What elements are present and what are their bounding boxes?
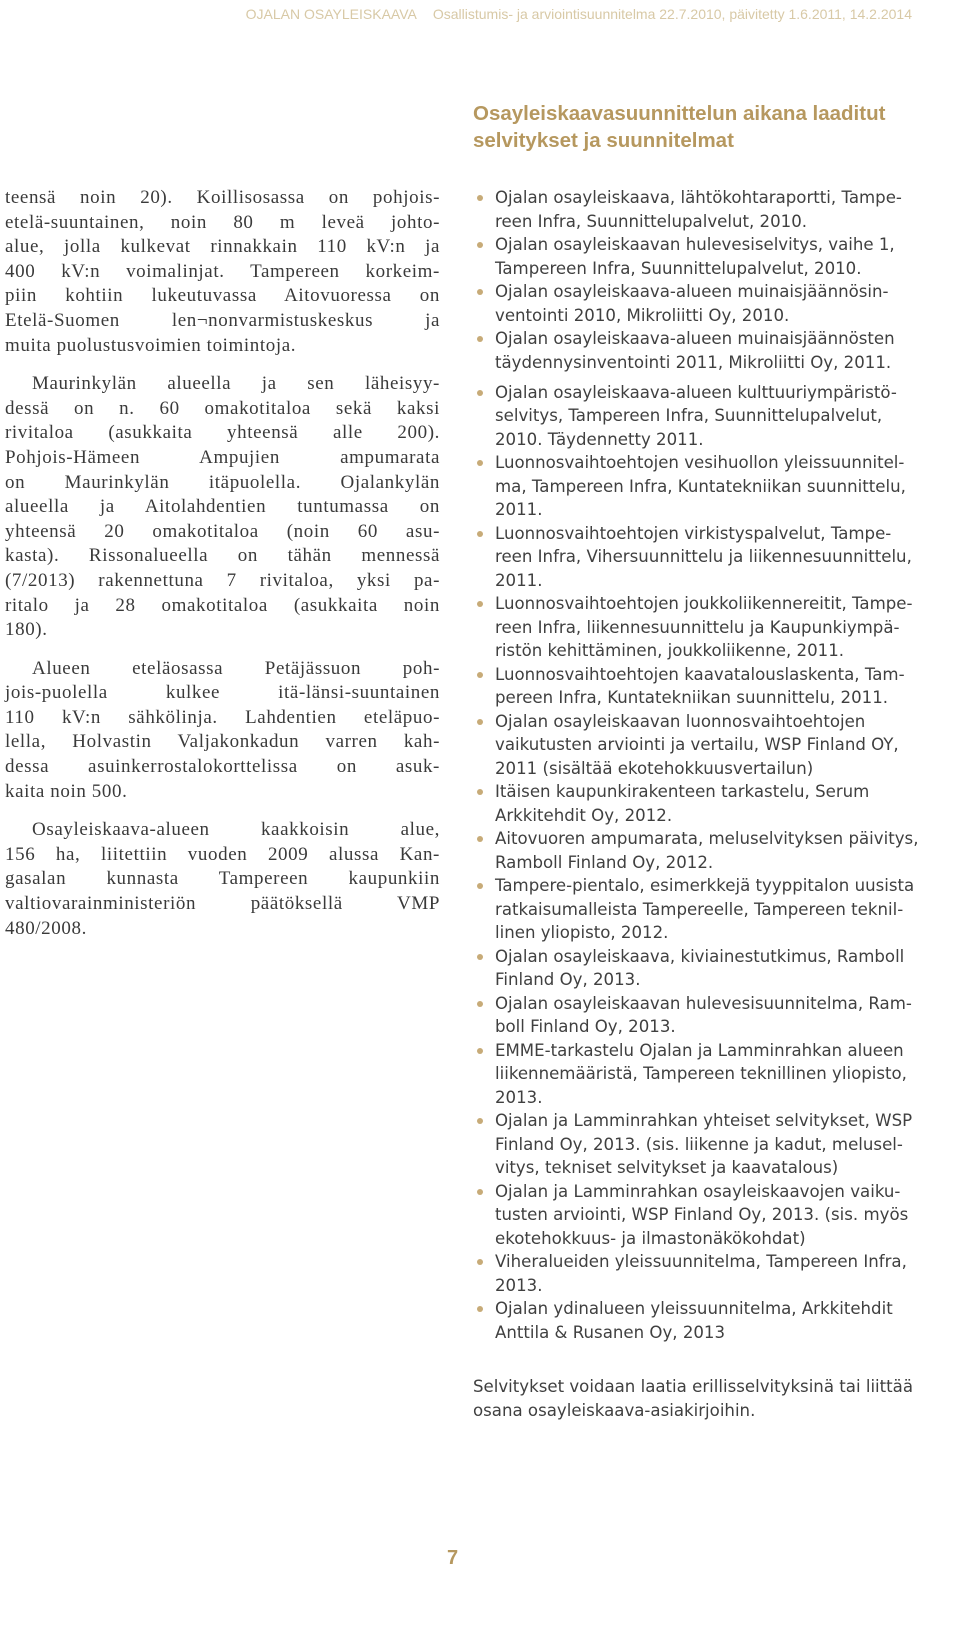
studies-item-line: Itäisen kaupunkirakenteen tarkastelu, Serum: [495, 782, 870, 801]
studies-item-line: reen Infra, Vihersuunnittelu ja liikennesuunnittelu,: [495, 547, 912, 566]
studies-list-item: [473, 945, 943, 992]
body-text-line: Etelä-Suomen len¬nonvarmistuskeskus ja: [5, 309, 440, 331]
body-text-line: yhteensä 20 omakotitaloa (noin 60 asu-: [5, 520, 440, 542]
body-text-line: alueella ja Aitolahdentien tuntumassa on: [5, 496, 440, 518]
studies-item-line: reen Infra, liikennesuunnittelu ja Kaupunkiympä-: [495, 617, 900, 637]
running-header-subtitle: Osallistumis- ja arviointisuunnitelma 22.7.2010, päivitetty 1.6.2011, 14.2.2014: [432, 6, 912, 22]
studies-list-item: [473, 522, 943, 593]
bullet-dot-icon: [477, 1048, 483, 1054]
studies-list-item: [473, 827, 943, 874]
bullet-dot-icon: [477, 195, 483, 201]
body-text-line: 110 kV:n sähkölinja. Lahdentien eteläpuo-: [5, 706, 440, 728]
studies-item-line: vaikutusten arviointi ja vertailu, WSP Finland OY,: [495, 735, 899, 754]
bullet-dot-icon: [477, 954, 483, 960]
studies-item-line: Luonnosvaihtoehtojen vesihuollon yleissuunnitel-: [495, 453, 905, 472]
body-text-line: piin kohtiin lukeutuvassa Aitovuoressa on: [5, 285, 440, 307]
studies-list-item: [473, 451, 943, 522]
studies-item-line: tusten arviointi, WSP Finland Oy, 2013. (sis. myös: [495, 1205, 909, 1224]
studies-item-line: Luonnosvaihtoehtojen kaavatalouslaskenta, Tam-: [495, 664, 905, 684]
bullet-dot-icon: [477, 836, 483, 842]
studies-item-line: täydennysinventointi 2011, Mikroliitti Oy, 2011.: [495, 352, 892, 372]
bullet-dot-icon: [477, 336, 483, 342]
studies-list: [473, 186, 943, 1344]
studies-item-line: pereen Infra, Kuntatekniikan suunnittelu, 2011.: [495, 688, 889, 707]
bullet-dot-icon: [477, 1259, 483, 1265]
bullet-dot-icon: [477, 1306, 483, 1312]
body-paragraph: [5, 372, 440, 643]
bullet-dot-icon: [477, 390, 483, 396]
studies-item-line: EMME-tarkastelu Ojalan ja Lamminrahkan alueen: [495, 1040, 904, 1060]
studies-item-line: ventointi 2010, Mikroliitti Oy, 2010.: [495, 305, 790, 325]
body-text-line: Osayleiskaava-alueen kaakkoisin alue,: [32, 819, 440, 841]
studies-item-line: reen Infra, Suunnittelupalvelut, 2010.: [495, 211, 808, 231]
studies-item-line: 2011.: [495, 570, 543, 590]
section-heading-line: selvitykset ja suunnitelmat: [473, 129, 734, 152]
bullet-dot-icon: [477, 719, 483, 725]
body-text-line: dessä on n. 60 omakotitaloa sekä kaksi: [5, 397, 440, 419]
studies-item-line: Finland Oy, 2013.: [495, 970, 641, 989]
body-text-line: kasta). Rissonalueella on tähän mennessä: [5, 545, 440, 567]
bullet-dot-icon: [477, 242, 483, 248]
studies-item-line: Ramboll Finland Oy, 2012.: [495, 852, 714, 872]
bullet-dot-icon: [477, 1118, 483, 1124]
studies-item-line: Ojalan osayleiskaava-alueen muinaisjäännösten: [495, 329, 895, 348]
body-text-line: 480/2008.: [5, 917, 87, 939]
body-text-line: valtiovarainministeriön päätöksellä VMP: [5, 893, 440, 915]
studies-item-line: ma, Tampereen Infra, Kuntatekniikan suunnittelu,: [495, 476, 906, 496]
body-text-line: ritalo ja 28 omakotitaloa (asukkaita noin: [5, 594, 440, 616]
body-text-line: rivitaloa (asukkaita yhteensä alle 200).: [5, 422, 440, 444]
studies-item-line: Ojalan osayleiskaavan hulevesiselvitys, vaihe 1,: [495, 235, 895, 254]
studies-item-line: Ojalan osayleiskaava, lähtökohtaraportti, Tampe-: [495, 188, 902, 207]
bullet-dot-icon: [477, 789, 483, 795]
bullet-dot-icon: [477, 672, 483, 678]
closing-note: [473, 1375, 913, 1423]
closing-note-line: Selvitykset voidaan laatia erillisselvityksinä tai liittää: [473, 1377, 914, 1396]
running-header-document-name: OJALAN OSAYLEISKAAVA: [245, 6, 417, 22]
studies-item-line: Luonnosvaihtoehtojen joukkoliikennereitit, Tampe-: [495, 594, 913, 613]
studies-item-line: Ojalan osayleiskaavan hulevesisuunnitelma, Ram-: [495, 993, 912, 1013]
body-text-line: 180).: [5, 619, 48, 641]
studies-item-line: Aitovuoren ampumarata, meluselvityksen päivitys,: [495, 829, 919, 848]
studies-item-line: Ojalan ja Lamminrahkan yhteiset selvitykset, WSP: [495, 1111, 913, 1130]
studies-list-item: [473, 592, 943, 663]
studies-item-line: Ojalan ydinalueen yleissuunnitelma, Arkkitehdit: [495, 1299, 893, 1318]
studies-item-line: boll Finland Oy, 2013.: [495, 1017, 676, 1036]
body-text-line: Alueen eteläosassa Petäjässuon poh-: [32, 657, 440, 679]
studies-list-item: [473, 1297, 943, 1344]
studies-item-line: ekotehokkuus- ja ilmastonäkökohdat): [495, 1228, 806, 1248]
studies-list-item: [473, 280, 943, 327]
studies-item-line: 2013.: [495, 1275, 543, 1295]
page-number: 7: [447, 1547, 459, 1569]
studies-item-line: ristön kehittäminen, joukkoliikenne, 2011.: [495, 641, 845, 660]
studies-item-line: 2011.: [495, 500, 543, 519]
studies-item-line: Ojalan osayleiskaava, kiviainestutkimus, Ramboll: [495, 946, 905, 966]
closing-note-line: osana osayleiskaava-asiakirjoihin.: [473, 1401, 756, 1420]
studies-item-line: Ojalan osayleiskaava-alueen muinaisjäännösin-: [495, 282, 889, 301]
studies-list-item: [473, 992, 943, 1039]
bullet-dot-icon: [477, 1001, 483, 1007]
bullet-dot-icon: [477, 601, 483, 607]
body-text-line: gasalan kunnasta Tampereen kaupunkiin: [5, 868, 440, 890]
body-text-line: teensä noin 20). Koillisosassa on pohjois-: [5, 187, 440, 208]
studies-item-line: Viheralueiden yleissuunnitelma, Tampereen Infra,: [495, 1252, 907, 1271]
studies-item-line: Luonnosvaihtoehtojen virkistyspalvelut, Tampe-: [495, 523, 892, 543]
studies-item-line: Anttila & Rusanen Oy, 2013: [495, 1322, 726, 1342]
studies-item-line: Tampere-pientalo, esimerkkejä tyyppitalon uusista: [495, 876, 915, 895]
studies-item-line: Ojalan ja Lamminrahkan osayleiskaavojen vaiku-: [495, 1181, 901, 1201]
studies-list-item: [473, 663, 943, 710]
studies-item-line: Finland Oy, 2013. (sis. liikenne ja kadut, melusel-: [495, 1134, 903, 1154]
studies-item-line: Arkkitehdit Oy, 2012.: [495, 805, 673, 825]
studies-item-line: liikennemääristä, Tampereen teknillinen yliopisto,: [495, 1064, 907, 1083]
studies-list-item: [473, 1109, 943, 1180]
bullet-dot-icon: [477, 1189, 483, 1195]
bullet-dot-icon: [477, 531, 483, 537]
section-heading-line: Osayleiskaavasuunnittelun aikana laaditut: [473, 102, 886, 125]
body-text-line: lella, Holvastin Valjakonkadun varren kah-: [5, 731, 440, 753]
studies-item-line: 2010. Täydennetty 2011.: [495, 429, 704, 449]
studies-list-item: [473, 1180, 943, 1251]
studies-list-item: [473, 780, 943, 827]
body-text-line: dessa asuinkerrostalokorttelissa on asuk-: [5, 756, 440, 778]
body-text-line: (7/2013) rakennettuna 7 rivitaloa, yksi pa-: [5, 569, 440, 591]
body-paragraph: [5, 818, 440, 941]
studies-item-line: vitys, tekniset selvitykset ja kaavatalous): [495, 1158, 839, 1177]
body-text-line: 400 kV:n voimalinjat. Tampereen korkeim-: [5, 260, 440, 282]
body-text-column: [5, 186, 440, 941]
studies-item-line: Ojalan osayleiskaava-alueen kulttuuriympäristö-: [495, 382, 897, 402]
body-text-line: kaita noin 500.: [5, 780, 128, 802]
studies-list-item: [473, 186, 943, 233]
studies-item-line: Tampereen Infra, Suunnittelupalvelut, 2010.: [495, 258, 862, 278]
studies-item-line: selvitys, Tampereen Infra, Suunnittelupalvelut,: [495, 406, 883, 425]
body-text-line: alue, jolla kulkevat rinnakkain 110 kV:n ja: [5, 236, 440, 258]
bullet-dot-icon: [477, 289, 483, 295]
bullet-dot-icon: [477, 883, 483, 889]
body-text-line: Maurinkylän alueella ja sen läheisyy-: [32, 373, 440, 395]
studies-list-item: [473, 1250, 943, 1297]
body-text-line: etelä-suuntainen, noin 80 m leveä johto-: [5, 211, 440, 233]
studies-list-item: [473, 874, 943, 945]
studies-item-line: linen yliopisto, 2012.: [495, 923, 669, 942]
running-header: [246, 5, 912, 23]
body-text-line: Pohjois-Hämeen Ampujien ampumarata: [5, 446, 440, 468]
studies-item-line: 2011 (sisältää ekotehokkuusvertailun): [495, 758, 814, 778]
studies-list-item: [473, 381, 943, 452]
studies-list-item: [473, 233, 943, 280]
body-text-line: muita puolustusvoimien toimintoja.: [5, 334, 297, 356]
studies-list-item: [473, 327, 943, 374]
studies-item-line: 2013.: [495, 1087, 543, 1107]
body-paragraph: [5, 657, 440, 805]
body-text-line: 156 ha, liitettiin vuoden 2009 alussa Kan-: [5, 843, 440, 865]
body-paragraph: [5, 186, 440, 358]
studies-item-line: ratkaisumalleista Tampereelle, Tampereen teknil-: [495, 899, 904, 919]
section-heading: [473, 100, 943, 154]
studies-list-item: [473, 710, 943, 781]
body-text-line: on Maurinkylän itäpuolella. Ojalankylän: [5, 471, 440, 493]
studies-item-line: Ojalan osayleiskaavan luonnosvaihtoehtojen: [495, 711, 866, 731]
studies-list-item: [473, 1039, 943, 1110]
bullet-dot-icon: [477, 460, 483, 466]
body-text-line: jois-puolella kulkee itä-länsi-suuntainen: [5, 682, 440, 704]
